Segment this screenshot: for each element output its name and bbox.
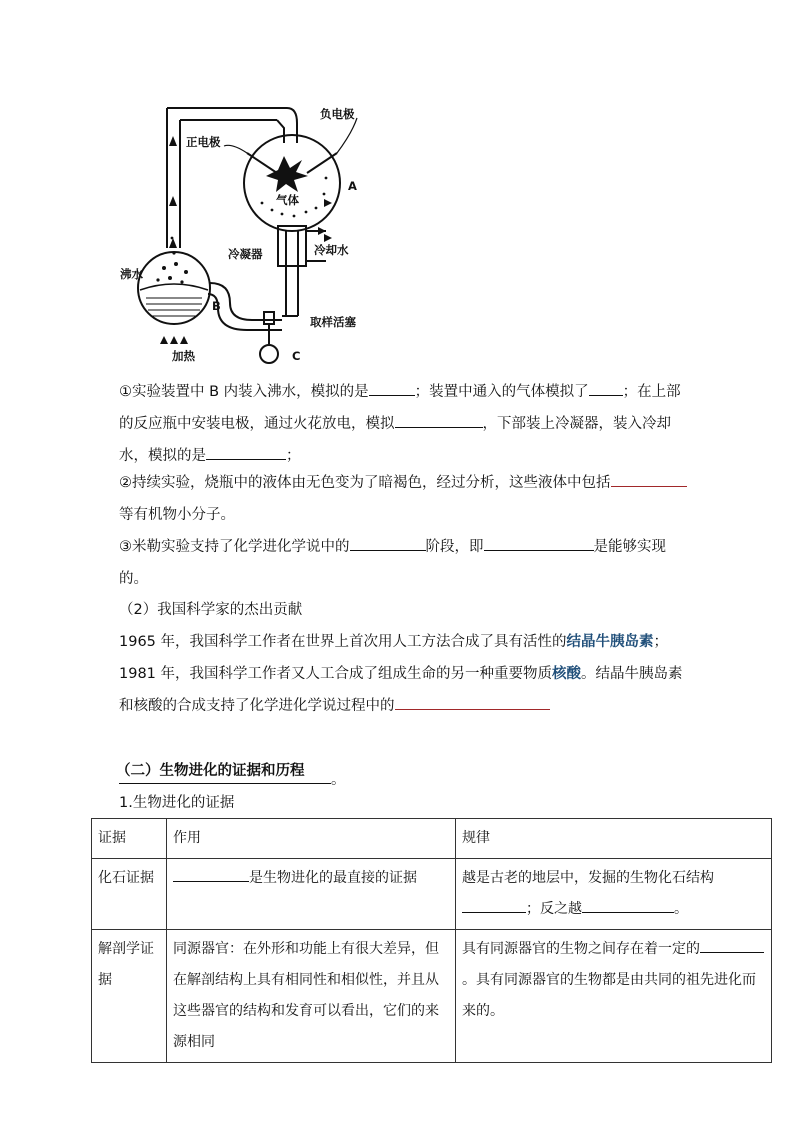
label-boiling-water: 沸水 xyxy=(120,267,143,281)
label-positive-electrode: 正电极 xyxy=(186,135,221,149)
section-2-heading: （2）我国科学家的杰出贡献 xyxy=(119,602,303,618)
rule-text: 。具有同源器官的生物都是由共同的祖先进化而来的。 xyxy=(462,972,756,1019)
sub-heading: 1.生物进化的证据 xyxy=(119,795,235,811)
rule-text: 具有同源器官的生物之间存在着一定的 xyxy=(462,941,700,957)
answer-blank[interactable] xyxy=(369,381,415,396)
answer-blank[interactable] xyxy=(582,898,674,913)
answer-blank[interactable] xyxy=(350,536,426,551)
role-text: 是生物进化的最直接的证据 xyxy=(249,870,417,886)
answer-blank[interactable] xyxy=(700,938,764,953)
answer-blank[interactable] xyxy=(395,695,550,710)
evidence-table xyxy=(91,818,772,1063)
answer-blank[interactable] xyxy=(395,413,483,428)
answer-blank[interactable] xyxy=(206,445,286,460)
label-flask-a: A xyxy=(348,179,357,193)
answer-blank[interactable] xyxy=(462,898,526,913)
evidence-name: 解剖学证据 xyxy=(92,930,167,1063)
answer-blank[interactable] xyxy=(611,472,687,487)
q1-text: 阶段，即 xyxy=(425,539,484,555)
q1-text: ，下部装上冷凝器，装入冷却水，模拟的是 xyxy=(119,416,671,464)
q1-paragraph-2 xyxy=(119,467,689,531)
header-cell: 作用 xyxy=(167,819,456,859)
evidence-rule xyxy=(456,930,772,1063)
q1-text: ③米勒实验支持了化学进化学说中的 xyxy=(119,539,350,555)
sec2-text: 。 xyxy=(331,772,346,788)
q1-text: ②持续实验，烧瓶中的液体由无色变为了暗褐色，经过分析，这些液体中包括 xyxy=(119,475,611,491)
answer-blank[interactable] xyxy=(173,867,249,882)
evidence-rule xyxy=(456,859,772,930)
evidence-role: 同源器官：在外形和功能上有很大差异，但在解剖结构上具有相同性和相似性，并且从这些器官的结构和发育可以看出，它们的来源相同 xyxy=(167,930,456,1063)
table-header-row xyxy=(92,819,772,859)
section-heading: （二）生物进化的证据和历程 xyxy=(116,763,305,779)
q1-text: ； xyxy=(286,448,301,464)
label-gas: 气体 xyxy=(276,193,299,207)
table-row-fossil xyxy=(92,859,772,930)
q1-paragraph-1 xyxy=(119,376,689,472)
label-flask-b: B xyxy=(212,299,221,313)
header-cell: 证据 xyxy=(92,819,167,859)
sec2-text: 1965 年，我国科学工作者在世界上首次用人工方法合成了具有活性的 xyxy=(119,634,567,650)
label-flask-c: C xyxy=(292,349,301,363)
q1-text: ；在上部的反应瓶中安装电极，通过火花放电，模拟 xyxy=(119,384,681,432)
sec2-text: ；1981 年，我国科学工作者又人工合成了组成生命的另一种重要物质 xyxy=(119,634,669,682)
nucleic-acid-term: 核酸 xyxy=(552,666,582,682)
q1-text: 是能够实现的。 xyxy=(119,539,666,587)
q1-paragraph-3 xyxy=(119,531,689,595)
rule-text: 越是古老的地层中，发掘的生物化石结构 xyxy=(462,870,714,886)
q1-text: ；装置中通入的气体模拟了 xyxy=(414,384,589,400)
evidence-name: 化石证据 xyxy=(92,859,167,930)
answer-blank[interactable] xyxy=(589,381,623,396)
table-row-anatomy xyxy=(92,930,772,1063)
evidence-role xyxy=(167,859,456,930)
label-condenser: 冷凝器 xyxy=(228,247,263,261)
rule-text: 。 xyxy=(674,901,688,917)
answer-blank[interactable] xyxy=(484,536,594,551)
sec2-text: 。结晶牛胰岛素和核酸的合成支持了化学进化学说过程中的 xyxy=(119,666,683,714)
rule-text: ；反之越 xyxy=(526,901,582,917)
label-cooling-water: 冷却水 xyxy=(314,243,349,257)
q1-text: 等有机物小分子。 xyxy=(119,507,235,523)
insulin-term: 结晶牛胰岛素 xyxy=(566,634,654,650)
label-heating: 加热 xyxy=(172,349,195,363)
header-cell: 规律 xyxy=(456,819,772,859)
label-sampling-valve: 取样活塞 xyxy=(310,315,356,329)
miller-apparatus-figure xyxy=(112,98,382,368)
q1-text: ①实验装置中 B 内装入沸水，模拟的是 xyxy=(119,384,369,400)
label-negative-electrode: 负电极 xyxy=(320,107,355,121)
